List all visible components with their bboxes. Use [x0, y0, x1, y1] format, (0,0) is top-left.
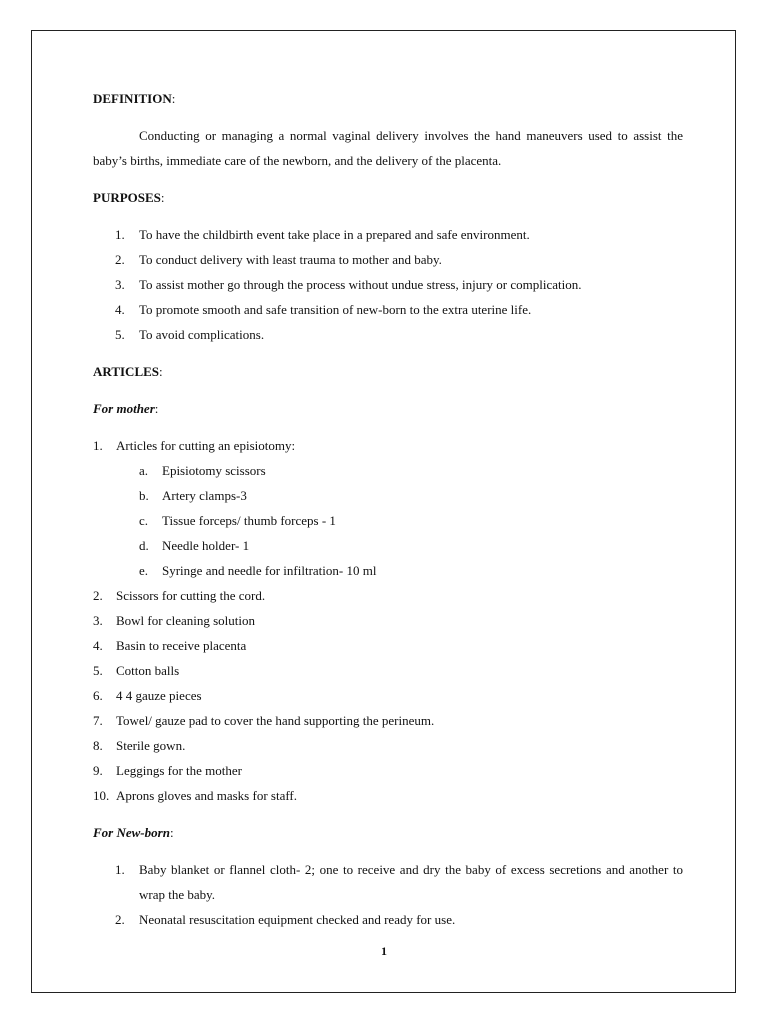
- list-item: 6. 4 4 gauze pieces: [93, 688, 202, 703]
- list-item: e. Syringe and needle for infiltration- 10 ml: [139, 563, 377, 578]
- for-mother-heading: For mother:: [93, 401, 159, 416]
- list-item: 1. Articles for cutting an episiotomy:: [93, 438, 296, 453]
- for-newborn-heading: For New-born:: [93, 825, 174, 840]
- document-body: [93, 86, 683, 932]
- definition-paragraph: Conducting or managing a normal vaginal delivery involves the hand maneuvers used to assist the baby’s births, immediate care of the newborn, and the delivery of the placenta.: [93, 128, 683, 168]
- list-item: 8. Sterile gown.: [93, 738, 186, 753]
- list-item: d. Needle holder- 1: [139, 538, 250, 553]
- list-item: 4. Basin to receive placenta: [93, 638, 247, 653]
- list-item: 2. Scissors for cutting the cord.: [93, 588, 266, 603]
- list-item: 1. To have the childbirth event take place in a prepared and safe environment.: [115, 227, 530, 242]
- page-number: 1: [381, 944, 387, 958]
- mother-articles-list: [93, 433, 683, 458]
- purposes-heading: PURPOSES:: [93, 190, 165, 205]
- list-item: b. Artery clamps-3: [139, 488, 247, 503]
- list-item: 1. Baby blanket or flannel cloth- 2; one to receive and dry the baby of excess secretions and another to wrap the baby.: [115, 862, 683, 902]
- list-item: 3. Bowl for cleaning solution: [93, 613, 256, 628]
- purposes-list: [93, 222, 683, 347]
- newborn-articles-list: [93, 857, 683, 932]
- list-item: 2. To conduct delivery with least trauma to mother and baby.: [115, 252, 442, 267]
- episiotomy-articles-list: [93, 458, 683, 583]
- list-item: 4. To promote smooth and safe transition of new-born to the extra uterine life.: [115, 302, 532, 317]
- list-item: 2. Neonatal resuscitation equipment checked and ready for use.: [115, 912, 456, 927]
- mother-articles-list-continued: [93, 583, 683, 808]
- list-item: 5. To avoid complications.: [115, 327, 265, 342]
- articles-heading: ARTICLES:: [93, 364, 163, 379]
- list-item: c. Tissue forceps/ thumb forceps - 1: [139, 513, 336, 528]
- list-item: 10. Aprons gloves and masks for staff.: [93, 788, 298, 803]
- definition-heading: DEFINITION:: [93, 91, 176, 106]
- list-item: a. Episiotomy scissors: [139, 463, 266, 478]
- list-item: 3. To assist mother go through the process without undue stress, injury or complication.: [115, 277, 582, 292]
- list-item: 9. Leggings for the mother: [93, 763, 242, 778]
- list-item: 5. Cotton balls: [93, 663, 180, 678]
- list-item: 7. Towel/ gauze pad to cover the hand supporting the perineum.: [93, 713, 435, 728]
